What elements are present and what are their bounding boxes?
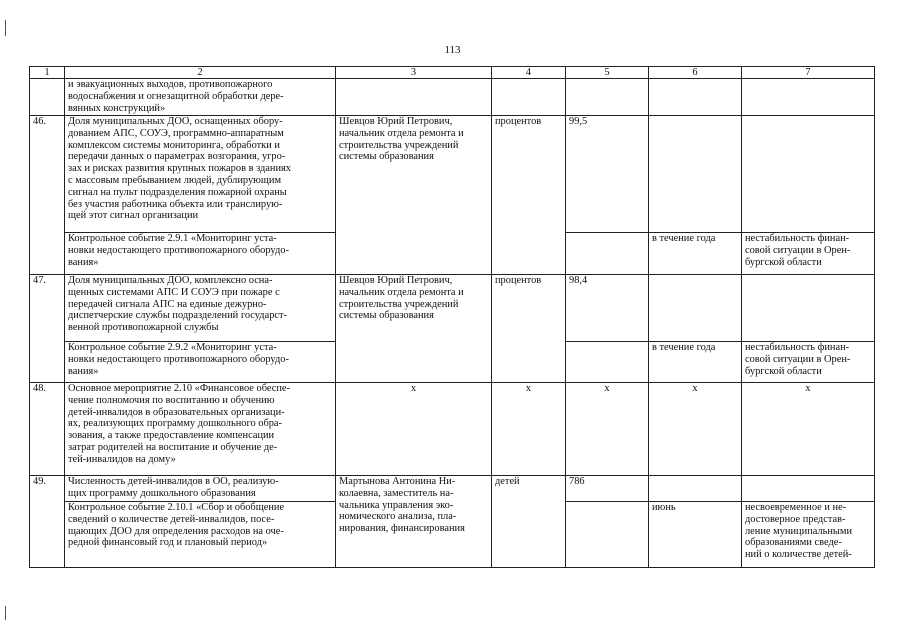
row-49-risk: несвоевременное и не- достоверное представ- ление муниципальными образованиями сведе- ний о количестве детей- — [742, 502, 875, 568]
col-header-7: 7 — [742, 67, 875, 79]
col-header-3: 3 — [336, 67, 492, 79]
row-48-text: Основное мероприятие 2.10 «Финансовое обеспе- чение полномочия по воспитанию и обучению детей-инвалидов в образовательных организаци- ях, реализующих программу дошкольного обра- зования, а также предоставление компенсации затрат родителей на воспитание и обучение де- тей-инвалидов на дому» — [65, 383, 336, 476]
margin-mark-top — [5, 20, 6, 36]
row-47-indicator: Доля муниципальных ДОО, комплексно осна- щенных системами АПС И СОУЭ при пожаре с передачей сигнала АПС на единые дежурно- диспетчерские службы подразделений государст- венной противопожарной службы — [65, 275, 336, 342]
row-46-responsible: Шевцов Юрий Петрович, начальник отдела ремонта и строительства учреждений системы образования — [336, 116, 492, 275]
row-47-term: в течение года — [649, 342, 742, 383]
row-46-term: в течение года — [649, 233, 742, 275]
row-46-event: Контрольное событие 2.9.1 «Мониторинг уста- новки недостающего противопожарного оборудо- вания» — [65, 233, 336, 275]
row-47-value: 98,4 — [566, 275, 649, 342]
col-header-5: 5 — [566, 67, 649, 79]
row-46-indicator: Доля муниципальных ДОО, оснащенных обору- дованием АПС, СОУЭ, программно-аппаратным комплексом системы мониторинга, обработки и передачи данных о параметрах возгорания, угро- зах и рисках развития крупных пожаров в зданиях с массовым пребыванием людей, дублирующим сигнал на пульт подразделения пожарной охраны без участия работника объекта или транслирую- щей этот сигнал организации — [65, 116, 336, 233]
row-49-unit: детей — [492, 476, 566, 502]
col-header-6: 6 — [649, 67, 742, 79]
row-49-event: Контрольное событие 2.10.1 «Сбор и обобщение сведений о количестве детей-инвалидов, посе- щающих ДОО для определения расходов на оче- редной финансовый год и плановый период» — [65, 502, 336, 568]
page-number: 113 — [444, 44, 461, 56]
cont-num — [30, 79, 65, 116]
row-47-unit: процентов — [492, 275, 566, 342]
col-header-2: 2 — [65, 67, 336, 79]
cont-text: и эвакуационных выходов, противопожарного водоснабжения и огнезащитной обработки дере- вянных конструкций» — [65, 79, 336, 116]
row-46-value: 99,5 — [566, 116, 649, 233]
header-row — [30, 67, 875, 79]
table-row-48 — [30, 383, 875, 476]
table-row-49 — [30, 476, 875, 502]
row-48-x-col5: х — [566, 383, 649, 476]
row-49-term: июнь — [649, 502, 742, 568]
row-47-responsible: Шевцов Юрий Петрович, начальник отдела ремонта и строительства учреждений системы образования — [336, 275, 492, 383]
row-46-num: 46. — [30, 116, 65, 275]
row-48-x-col7: х — [742, 383, 875, 476]
data-table — [29, 66, 875, 568]
row-48-num: 48. — [30, 383, 65, 476]
table-row-46 — [30, 116, 875, 233]
row-49-value: 786 — [566, 476, 649, 502]
col-header-1: 1 — [30, 67, 65, 79]
row-47-num: 47. — [30, 275, 65, 383]
row-47-risk: нестабильность финан- совой ситуации в Орен- бургской области — [742, 342, 875, 383]
table-row-47 — [30, 275, 875, 342]
col-header-4: 4 — [492, 67, 566, 79]
row-49-indicator: Численность детей-инвалидов в ОО, реализую- щих программу дошкольного образования — [65, 476, 336, 502]
row-47-event: Контрольное событие 2.9.2 «Мониторинг уста- новки недостающего противопожарного оборудо- вания» — [65, 342, 336, 383]
margin-mark-bottom — [5, 606, 6, 620]
continuation-row — [30, 79, 875, 116]
row-48-x-col4: х — [492, 383, 566, 476]
row-49-num: 49. — [30, 476, 65, 568]
row-49-responsible: Мартынова Антонина Ни- колаевна, заместитель на- чальника управления эко- номического анализа, пла- нирования, финансирования — [336, 476, 492, 568]
row-48-x-col3: х — [336, 383, 492, 476]
row-48-x-col6: х — [649, 383, 742, 476]
row-46-risk: нестабильность финан- совой ситуации в Орен- бургской области — [742, 233, 875, 275]
row-46-unit: процентов — [492, 116, 566, 233]
